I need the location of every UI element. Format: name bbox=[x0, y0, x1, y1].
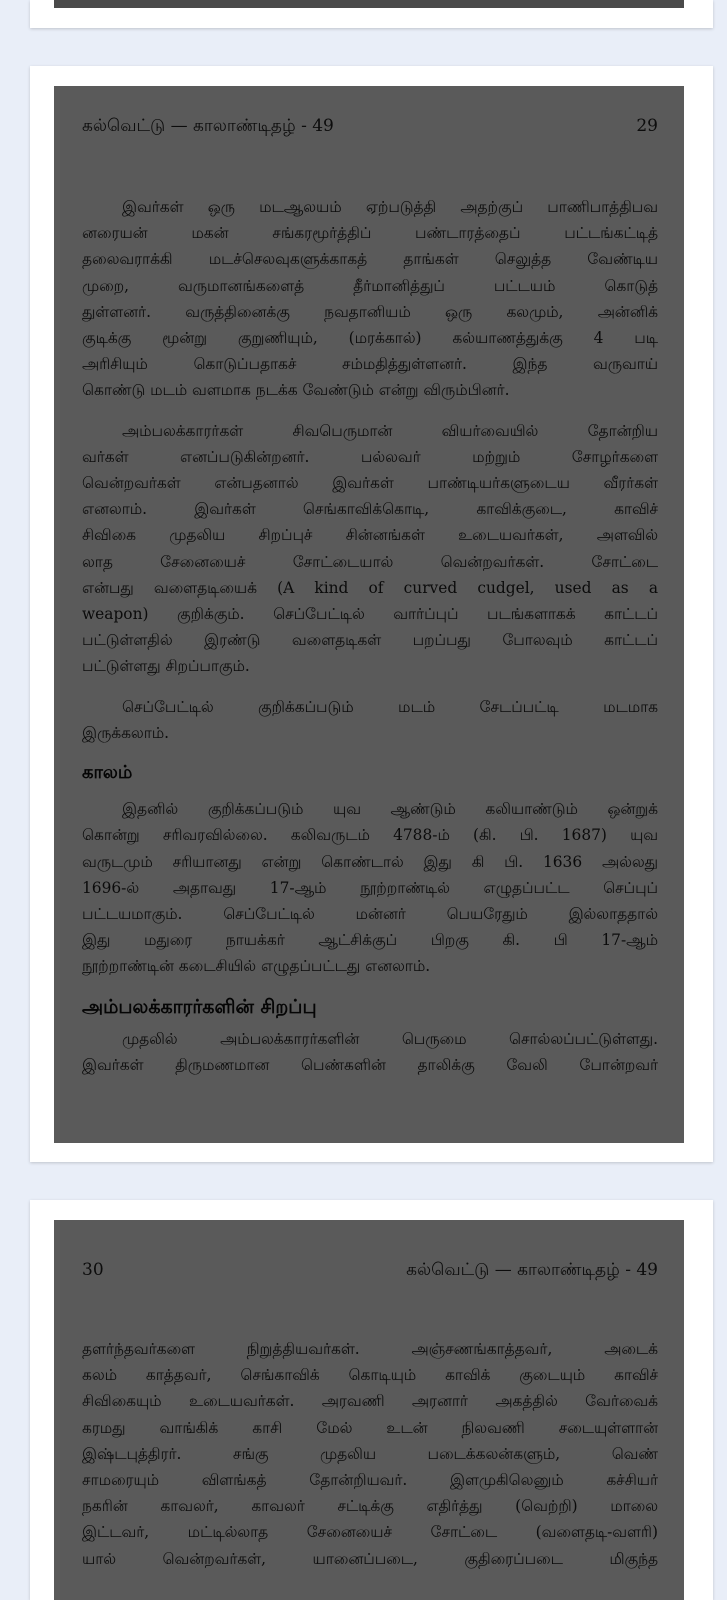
text-line: கொண்டு மடம் வளமாக நடக்க வேண்டும் என்று விரும்பினர். bbox=[82, 381, 510, 400]
text-line: நகரின் காவலர், காவலர் சட்டிக்கு எதிர்த்து (வெற்றி) மாலை bbox=[82, 1497, 658, 1516]
text-line: பட்டுள்ளதில் இரண்டு வளைதடிகள் பறப்பது போலவும் காட்டப் bbox=[82, 631, 658, 650]
page-scan-30 bbox=[54, 1220, 684, 1600]
text-line: பட்டுள்ளது சிறப்பாகும். bbox=[82, 657, 250, 676]
text-line: இருக்கலாம். bbox=[82, 723, 170, 742]
text-line: சிவிகையும் உடையவர்கள். அரவணி அரனார் அகத்தில் வேர்வைக் bbox=[82, 1392, 658, 1411]
text-line: வருடமும் சரியானது என்று கொண்டால் இது கி பி. 1636 அல்லது bbox=[82, 852, 658, 871]
text-line: இதனில் குறிக்கப்படும் யுவ ஆண்டும் கலியாண்டும் ஒன்றுக் bbox=[122, 800, 658, 819]
text-line: அரிசியும் கொடுப்பதாகச் சம்மதித்துள்ளனர். இந்த வருவாய் bbox=[82, 355, 658, 374]
page-card-prev bbox=[30, 0, 713, 28]
text-line: பட்டயமாகும். செப்பேட்டில் மன்னர் பெயரேதும் இல்லாததால் bbox=[82, 905, 658, 924]
page-card-29 bbox=[30, 66, 713, 1162]
paragraph bbox=[82, 418, 658, 680]
text-line: இட்டவர், மட்டில்லாத சேனையைச் சோட்டை (வளைதடி-வளரி) bbox=[82, 1523, 658, 1542]
text-line: எனலாம். இவர்கள் செங்காவிக்கொடி, காவிக்குடை, காவிச் bbox=[82, 500, 658, 519]
text-line: வர்கள் எனப்படுகின்றனர். பல்லவர் மற்றும் சோழர்களை bbox=[82, 447, 658, 466]
page-body-29 bbox=[82, 194, 658, 1092]
paragraph bbox=[82, 1026, 658, 1078]
page-header bbox=[82, 116, 658, 138]
text-line: சிவிகை முதலிய சிறப்புச் சின்னங்கள் உடையவர்கள், அளவில் bbox=[82, 526, 658, 545]
paragraph bbox=[82, 796, 658, 979]
text-line: 1696-ல் அதாவது 17-ஆம் நூற்றாண்டில் எழுதப்பட்ட செப்புப் bbox=[82, 878, 658, 897]
page-card-30 bbox=[30, 1200, 713, 1600]
text-line: முறை, வருமானங்களைத் தீர்மானித்துப் பட்டயம் கொடுத் bbox=[82, 276, 658, 295]
section-heading-kalam: காலம் bbox=[82, 762, 133, 784]
paragraph bbox=[82, 194, 658, 404]
page-number: 30 bbox=[82, 1260, 104, 1280]
journal-title: கல்வெட்டு — காலாண்டிதழ் - 49 bbox=[82, 116, 334, 136]
text-line: சாமரையும் விளங்கத் தோன்றியவர். இளமுகிலெனும் கச்சியர் bbox=[82, 1471, 658, 1490]
text-line: என்பது வளைதடியைக் (A kind of curved cudgel, used as a bbox=[82, 578, 658, 597]
section-heading-sirappu: அம்பலக்காரர்களின் சிறப்பு bbox=[82, 995, 317, 1018]
page-number: 29 bbox=[636, 116, 658, 136]
text-line: தளர்ந்தவர்களை நிறுத்தியவர்கள். அஞ்சணங்காத்தவர், அடைக் bbox=[82, 1340, 658, 1358]
text-line: செப்பேட்டில் குறிக்கப்படும் மடம் சேடப்பட்டி மடமாக bbox=[122, 697, 658, 716]
page-scan-29 bbox=[54, 86, 684, 1143]
text-line: இஷ்டபுத்திரர். சங்கு முதலிய படைக்கலன்களும், வெண் bbox=[82, 1444, 658, 1463]
text-line: weapon) குறிக்கும். செப்பேட்டில் வார்ப்புப் படங்களாகக் காட்டப் bbox=[82, 605, 658, 624]
text-line: தலைவராக்கி மடச்செலவுகளுக்காகத் தாங்கள் செலுத்த வேண்டிய bbox=[82, 250, 658, 269]
text-line: வென்றவர்கள் என்பதனால் இவர்கள் பாண்டியர்களுடைய வீரர்கள் bbox=[82, 474, 658, 493]
text-line: யால் வென்றவர்கள், யானைப்படை, குதிரைப்படை மிகுந்த bbox=[82, 1549, 658, 1568]
text-line: இது மதுரை நாயக்கர் ஆட்சிக்குப் பிறகு கி. பி 17-ஆம் bbox=[82, 931, 658, 950]
text-line: இவர்கள் திருமணமான பெண்களின் தாலிக்கு வேலி போன்றவர் bbox=[82, 1056, 658, 1075]
text-line: கலம் காத்தவர், செங்காவிக் கொடியும் காவிக் குடையும் காவிச் bbox=[82, 1366, 658, 1385]
paragraph bbox=[82, 694, 658, 746]
journal-title: கல்வெட்டு — காலாண்டிதழ் - 49 bbox=[406, 1260, 658, 1280]
text-line: லாத சேனையைச் சோட்டையால் வென்றவர்கள். சோட்டை bbox=[82, 552, 658, 571]
page-scan-prev bbox=[54, 0, 684, 8]
text-line: கொன்று சரிவரவில்லை. கலிவருடம் 4788-ம் (கி. பி. 1687) யுவ bbox=[82, 826, 658, 845]
text-line: அம்பலக்காரர்கள் சிவபெருமான் வியர்வையில் தோன்றிய bbox=[122, 421, 658, 440]
text-line: நூற்றாண்டின் கடைசியில் எழுதப்பட்டது எனலாம். bbox=[82, 957, 431, 976]
text-line: னரையன் மகன் சங்கரமூர்த்திப் பண்டாரத்தைப் பட்டங்கட்டித் bbox=[82, 224, 658, 243]
text-line: குடிக்கு மூன்று குறுணியும், (மரக்கால்) கல்யாணத்துக்கு 4 படி bbox=[82, 329, 658, 348]
page-header bbox=[82, 1260, 658, 1282]
text-line: இவர்கள் ஒரு மடஆலயம் ஏற்படுத்தி அதற்குப் பாணிபாத்திபவ bbox=[122, 198, 658, 216]
page-body-30 bbox=[82, 1336, 658, 1572]
text-line: முதலில் அம்பலக்காரர்களின் பெருமை சொல்லப்பட்டுள்ளது. bbox=[122, 1029, 658, 1048]
text-line: கரமது வாங்கிக் காசி மேல் உடன் நிலவணி சடையுள்ளான் bbox=[82, 1418, 658, 1437]
text-line: துள்ளனர். வருத்தினைக்கு நவதானியம் ஒரு கலமும், அன்னிக் bbox=[82, 302, 658, 321]
